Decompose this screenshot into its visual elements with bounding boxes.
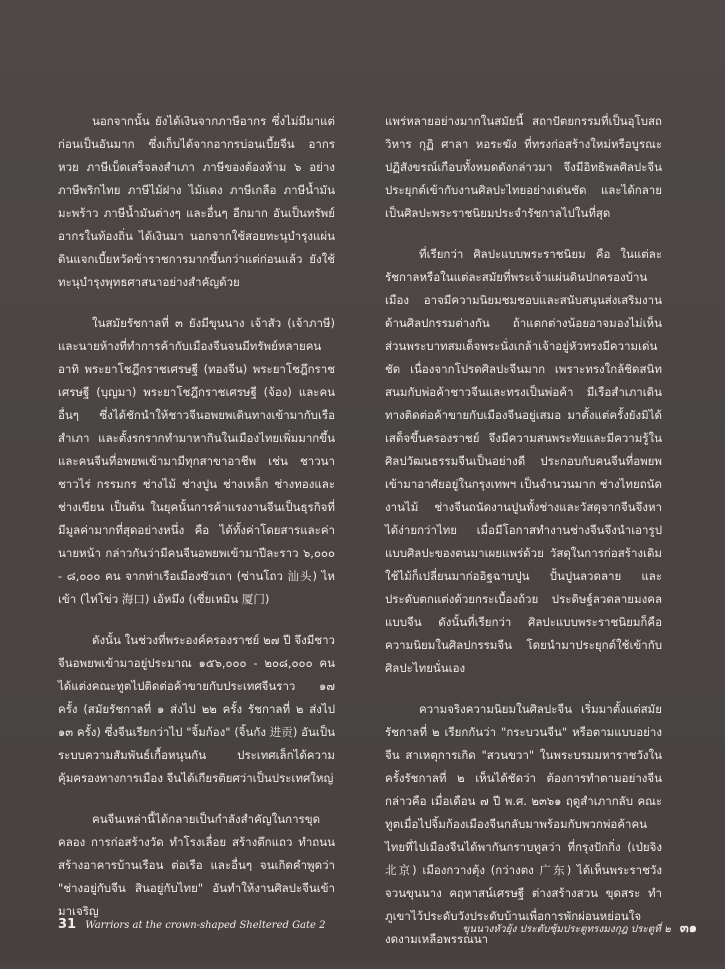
right-column [385,110,662,969]
left-paragraph-4: คนจีนเหล่านี้ได้กลายเป็นกำลังสำคัญในการขุดคลอง การก่อสร้างวัด ทำโรงเลื่อย สร้างตึกแถว ทำถนน สร้างอาคารบ้านเรือน ต่อเรือ และอื่นๆ จนเกิดคำพูดว่า "ช่างอยู่กับจีน สินอยู่กับไทย" อันทำให้งานศิลปะจีนเข้ามาเจริญ [58,812,335,918]
page-footer [58,917,697,937]
left-paragraph-1: นอกจากนั้น ยังได้เงินจากภาษีอากร ซึ่งไม่มีมาแต่ก่อนเป็นอันมาก ซึ่งเก็บได้จากอากรบ่อนเบี้ยจีน อากรหวย ภาษีเบ็ดเสร็จลงสำเภา ภาษีของต้องห้าม ๖ อย่าง ภาษีพริกไทย ภาษีไม้ฝาง ไม้แดง ภาษีเกลือ ภาษีน้ำมันมะพร้าว ภาษีน้ำมันต่างๆ และอื่นๆ อีกมาก อันเป็นทรัพย์อากรในท้องถิ่น ได้เงินมา นอกจากใช้สอยทะนุบำรุงแผ่นดินแจกเบี้ยหวัดข้าราชการมากขึ้นกว่าแต่ก่อนแล้ว ยังใช้ทะนุบำรุงพุทธศาสนาอย่างสำคัญด้วย [58,114,335,289]
english-caption-title: Warriors at the crown-shaped Sheltered Gate 2 [85,920,326,931]
left-column [58,110,335,941]
thai-caption-title: ขุนนางหัวยุ้ง ประตับซุ้มประตูทรงมงกุฎ ประตูที่ ๒ [462,924,671,935]
right-paragraph-3: ความจริงความนิยมในศิลปะจีน เริ่มมาตั้งแต่สมัยรัชกาลที่ ๒ เรียกกันว่า "กระบวนจีน" หรือตามแบบอย่างจีน สาเหตุการเกิด "สวนขวา" ในพระบรมมหาราชวังในครั้งรัชกาลที่ ๒ เห็นได้ชัดว่า ต้องการทำตามอย่างจีน กล่าวคือ เมื่อเดือน ๗ ปี พ.ศ. ๒๓๖๑ ฤดูสำเภากลับ คณะทูตเมื่อไปจิ้มก้องเมืองจีนกลับมาพร้อมกับพวกพ่อค้าคนไทยที่ไปเมืองจีนได้พากันกราบทูลว่า ที่กรุงปักกิ่ง (เป่ยจิง 北京) เมืองกวางตุ้ง (กว่างตง 广东) ได้เห็นพระราชวัง จวนขุนนาง คฤหาสน์เศรษฐี ต่างสร้างสวน ขุดสระ ทำภูเขาไว้ประดับวังประดับบ้านเพื่อการพักผ่อนหย่อนใจงดงามเหลือพรรณนา [385,702,662,946]
footer-right [462,917,697,938]
page-number-arabic: 31 [58,917,77,932]
left-paragraph-3: ดังนั้น ในช่วงที่พระองค์ครองราชย์ ๒๗ ปี จึงมีชาวจีนอพยพเข้ามาอยู่ประมาณ ๑๕๖,๐๐๐ - ๒๐๘,๐๐๐ คน ได้แต่งคณะทูตไปติดต่อค้าขายกับประเทศจีนราว ๑๗ ครั้ง (สมัยรัชกาลที่ ๑ ส่งไป ๒๒ ครั้ง รัชกาลที่ ๒ ส่งไป ๑๓ ครั้ง) ซึ่งจีนเรียกว่าไป "จิ้มก้อง" (จิ้นกัง 进贡) อันเป็นระบบความสัมพันธ์เกื้อหนุนกัน ประเทศเล็กได้ความคุ้มครองทางการเมือง จีนได้เกียรติยศว่าเป็นประเทศใหญ่ [58,633,335,785]
right-paragraph-2: ที่เรียกว่า ศิลปะแบบพระราชนิยม คือ ในแต่ละรัชกาลหรือในแต่ละสมัยที่พระเจ้าแผ่นดินปกครองบ้านเมือง อาจมีความนิยมชมชอบและสนับสนุนส่งเสริมงานด้านศิลปกรรมต่างกัน ถ้าแตกต่างน้อยอาจมองไม่เห็น ส่วนพระบาทสมเด็จพระนั่งเกล้าเจ้าอยู่หัวทรงมีความเด่นชัด เนื่องจากโปรดศิลปะจีนมาก เพราะทรงใกล้ชิดสนิทสนมกับพ่อค้าชาวจีนและทรงเป็นพ่อค้า มีเรือสำเภาเดินทางติดต่อค้าขายกับเมืองจีนอยู่เสมอ มาตั้งแต่ครั้งยังมิได้เสด็จขึ้นครองราชย์ จึงมีความสนพระทัยและมีความรู้ในศิลปวัฒนธรรมจีนเป็นอย่างดี ประกอบกับคนจีนที่อพยพเข้ามาอาศัยอยู่ในกรุงเทพฯ เป็นจำนวนมาก ช่างไทยถนัดงานไม้ ช่างจีนถนัดงานปูนทั้งช่างและวัสดุจากจีนจึงหาได้ง่ายกว่าไทย เมื่อมีโอกาสทำงานช่างจีนจึงนำเอารูปแบบศิลปะของตนมาเผยแพร่ด้วย วัสดุในการก่อสร้างเดิมใช้ไม้ก็เปลี่ยนมาก่ออิฐฉาบปูน ปั้นปูนลวดลาย และประดับตกแต่งด้วยกระเบื้องถ้วย ประดิษฐ์ลวดลายมงคลแบบจีน ดังนั้นที่เรียกว่า ศิลปะแบบพระราชนิยมก็คือ ความนิยมในศิลปกรรมจีน โดยนำมาประยุกต์ใช้เข้ากับศิลปะไทยนั่นเอง [385,247,662,675]
right-paragraph-1: แพร่หลายอย่างมากในสมัยนี้ สถาปัตยกรรมที่เป็นอุโบสถ วิหาร กุฏิ ศาลา หอระฆัง ที่ทรงก่อสร้างใหม่หรือบูรณะปฏิสังขรณ์เกือบทั้งหมดดังกล่าวมา จึงมีอิทธิพลศิลปะจีนประยุกต์เข้ากับงานศิลปะไทยอย่างเด่นชัด และได้กลายเป็นศิลปะพระราชนิยมประจำรัชกาลไปในที่สุด [385,114,662,220]
page-number-thai: ๓๑ [679,921,697,936]
left-paragraph-2: ในสมัยรัชกาลที่ ๓ ยังมีขุนนาง เจ้าสัว (เจ้าภาษี) และนายห้างที่ทำการค้ากับเมืองจีนจนมีทรัพย์หลายคน อาทิ พระยาโชฎึกราชเศรษฐี (ทองจีน) พระยาโชฎึกราชเศรษฐี (บุญมา) พระยาโชฎึกราชเศรษฐี (จ้อง) และคนอื่นๆ ซึ่งได้ชักนำให้ชาวจีนอพยพเดินทางเข้ามากับเรือสำเภา และตั้งรกรากทำมาหากินในเมืองไทยเพิ่มมากขึ้น และคนจีนที่อพยพเข้ามามีทุกสาขาอาชีพ เช่น ชาวนา ชาวไร่ กรรมกร ช่างไม้ ช่างปูน ช่างเหล็ก ช่างทองและช่างเขียน เป็นต้น ในยุคนั้นการค้าแรงงานจีนเป็นธุรกิจที่มีมูลค่ามากที่สุดอย่างหนึ่ง คือ ได้ทั้งค่าโดยสารและค่านายหน้า กล่าวกันว่ามีคนจีนอพยพเข้ามาปีละราว ๖,๐๐๐ - ๘,๐๐๐ คน จากท่าเรือเมืองซัวเถา (ซ่านโถว 汕头) ไหเข้า (ไห่โข่ว 海口) เอ้หมึง (เซี่ยเหมิน 厦门) [58,316,335,606]
footer-left [58,917,326,932]
